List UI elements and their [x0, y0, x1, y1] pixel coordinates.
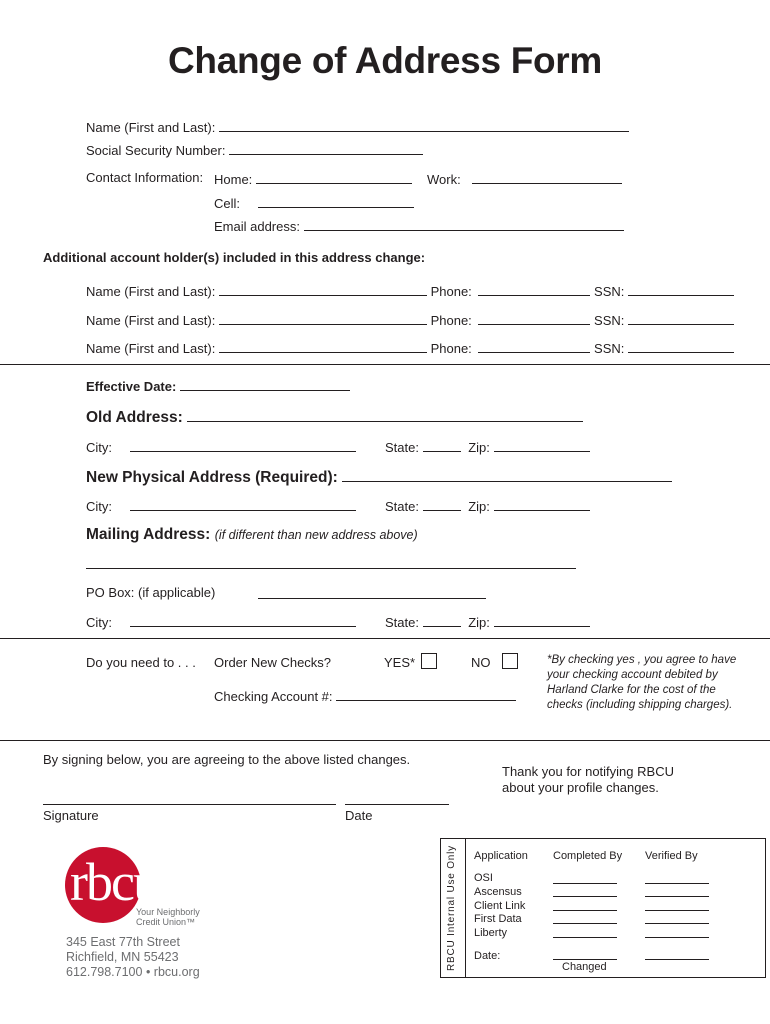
additional-row [86, 339, 734, 356]
mailing-state-field[interactable] [423, 613, 461, 627]
app-client-link: Client Link [474, 900, 526, 912]
app-liberty: Liberty [474, 927, 508, 939]
additional-row [86, 282, 734, 299]
additional-name-field[interactable] [219, 339, 427, 353]
new-state-field[interactable] [423, 497, 461, 511]
home-row [214, 170, 412, 187]
verified-date-field[interactable] [645, 959, 709, 960]
order-checks-label: Order New Checks? [214, 655, 332, 670]
verified-first-data-field[interactable] [645, 923, 709, 924]
home-label: Home: [214, 172, 253, 187]
additional-ssn-label: SSN: [594, 284, 625, 299]
old-city-row [86, 438, 356, 455]
additional-name-field[interactable] [219, 311, 427, 325]
effective-date-field[interactable] [180, 377, 350, 391]
ssn-field[interactable] [229, 141, 423, 155]
mailing-address-label: Mailing Address: [86, 526, 211, 543]
po-box-label: PO Box: (if applicable) [86, 585, 216, 600]
city-label: City: [86, 499, 112, 514]
additional-ssn-field[interactable] [628, 311, 734, 325]
city-label: City: [86, 615, 112, 630]
work-label: Work: [427, 172, 461, 187]
additional-phone-label: Phone: [430, 284, 472, 299]
additional-ssn-label: SSN: [594, 313, 625, 328]
verified-osi-field[interactable] [645, 883, 709, 884]
verified-ascensus-field[interactable] [645, 896, 709, 897]
old-state-zip-row [385, 438, 590, 455]
state-label: State: [385, 615, 419, 630]
col-verified: Verified By [645, 850, 698, 862]
mailing-city-field[interactable] [130, 613, 356, 627]
zip-label: Zip: [468, 440, 490, 455]
yes-label: YES* [384, 655, 416, 670]
work-row [427, 170, 622, 187]
zip-label: Zip: [468, 499, 490, 514]
checks-question: Do you need to . . . [86, 655, 196, 670]
additional-name-label: Name (First and Last): [86, 341, 216, 356]
cell-phone-field[interactable] [258, 194, 414, 208]
address-line-2: Richfield, MN 55423 [66, 950, 179, 964]
new-state-zip-row [385, 497, 590, 514]
additional-phone-field[interactable] [478, 282, 590, 296]
additional-name-field[interactable] [219, 282, 427, 296]
po-box-field[interactable] [258, 598, 486, 599]
app-osi: OSI [474, 872, 493, 884]
completed-first-data-field[interactable] [553, 923, 617, 924]
cell-row [214, 194, 414, 211]
mailing-address-field[interactable] [86, 568, 576, 569]
new-address-field[interactable] [342, 467, 672, 482]
signing-text: By signing below, you are agreeing to the above listed changes. [43, 752, 411, 767]
section-divider [0, 740, 770, 741]
internal-box-divider [465, 838, 466, 978]
old-address-label: Old Address: [86, 409, 183, 426]
date-field[interactable] [345, 804, 449, 805]
old-state-field[interactable] [423, 438, 461, 452]
logo-text: rbcu [70, 852, 158, 912]
new-city-row [86, 497, 356, 514]
verified-liberty-field[interactable] [645, 937, 709, 938]
section-divider [0, 364, 770, 365]
address-line-1: 345 East 77th Street [66, 935, 180, 949]
state-label: State: [385, 440, 419, 455]
effective-date-label: Effective Date: [86, 379, 177, 394]
rbcu-logo [64, 845, 214, 935]
no-checkbox[interactable] [502, 653, 518, 669]
new-zip-field[interactable] [494, 497, 590, 511]
completed-date-field[interactable] [553, 959, 617, 960]
additional-phone-label: Phone: [430, 341, 472, 356]
old-zip-field[interactable] [494, 438, 590, 452]
col-completed: Completed By [553, 850, 623, 862]
date-label: Date [345, 808, 373, 823]
thanks-line-1: Thank you for notifying RBCU [502, 764, 674, 779]
completed-ascensus-field[interactable] [553, 896, 617, 897]
city-label: City: [86, 440, 112, 455]
new-city-field[interactable] [130, 497, 356, 511]
thanks-line-2: about your profile changes. [502, 780, 659, 795]
state-label: State: [385, 499, 419, 514]
additional-ssn-field[interactable] [628, 339, 734, 353]
contact-label: Contact Information: [86, 170, 204, 185]
checking-account-row [214, 687, 516, 704]
completed-osi-field[interactable] [553, 883, 617, 884]
changed-label: Changed [562, 961, 607, 973]
effective-row [86, 377, 350, 394]
email-row [214, 217, 624, 234]
old-address-row [86, 407, 583, 427]
mailing-heading [86, 526, 418, 544]
address-line-3: 612.798.7100 • rbcu.org [66, 965, 200, 979]
page-title: Change of Address Form [167, 40, 603, 81]
new-address-label: New Physical Address (Required): [86, 469, 338, 486]
completed-client-link-field[interactable] [553, 910, 617, 911]
internal-date-label: Date: [474, 950, 501, 962]
section-divider [0, 638, 770, 639]
logo-tagline-2: Credit Union™ [136, 917, 196, 927]
name-field[interactable] [219, 118, 629, 132]
ssn-row [86, 141, 423, 158]
zip-label: Zip: [468, 615, 490, 630]
additional-phone-field[interactable] [478, 311, 590, 325]
internal-vertical-label: RBCU Internal Use Only [446, 845, 457, 971]
additional-name-label: Name (First and Last): [86, 313, 216, 328]
new-address-row [86, 467, 672, 487]
additional-ssn-field[interactable] [628, 282, 734, 296]
additional-phone-field[interactable] [478, 339, 590, 353]
yes-checkbox[interactable] [421, 653, 437, 669]
ssn-label: Social Security Number: [86, 143, 226, 158]
email-field[interactable] [304, 217, 624, 231]
app-first-data: First Data [474, 913, 522, 925]
cell-label: Cell: [214, 196, 241, 211]
name-row [86, 118, 629, 135]
old-city-field[interactable] [130, 438, 356, 452]
verified-client-link-field[interactable] [645, 910, 709, 911]
additional-row [86, 311, 734, 328]
name-label: Name (First and Last): [86, 120, 216, 135]
col-application: Application [474, 850, 528, 862]
completed-liberty-field[interactable] [553, 937, 617, 938]
mailing-zip-field[interactable] [494, 613, 590, 627]
additional-ssn-label: SSN: [594, 341, 625, 356]
email-label: Email address: [214, 219, 300, 234]
additional-name-label: Name (First and Last): [86, 284, 216, 299]
logo-tagline-1: Your Neighborly [136, 907, 200, 917]
old-address-field[interactable] [187, 407, 583, 422]
additional-phone-label: Phone: [430, 313, 472, 328]
no-label: NO [471, 655, 491, 670]
checking-account-field[interactable] [336, 687, 516, 701]
signature-label: Signature [43, 808, 99, 823]
work-phone-field[interactable] [472, 170, 622, 184]
mailing-note: (if different than new address above) [214, 528, 418, 542]
app-ascensus: Ascensus [474, 886, 522, 898]
signature-field[interactable] [43, 804, 336, 805]
checks-footnote: *By checking yes , you agree to have your checking account debited by Harland Clarke for the cost of the checks (including shipping charges). [547, 654, 737, 711]
additional-heading: Additional account holder(s) included in this address change: [43, 250, 426, 265]
checking-account-label: Checking Account #: [214, 689, 333, 704]
mailing-state-zip-row [385, 613, 590, 630]
mailing-city-row [86, 613, 356, 630]
home-phone-field[interactable] [256, 170, 412, 184]
